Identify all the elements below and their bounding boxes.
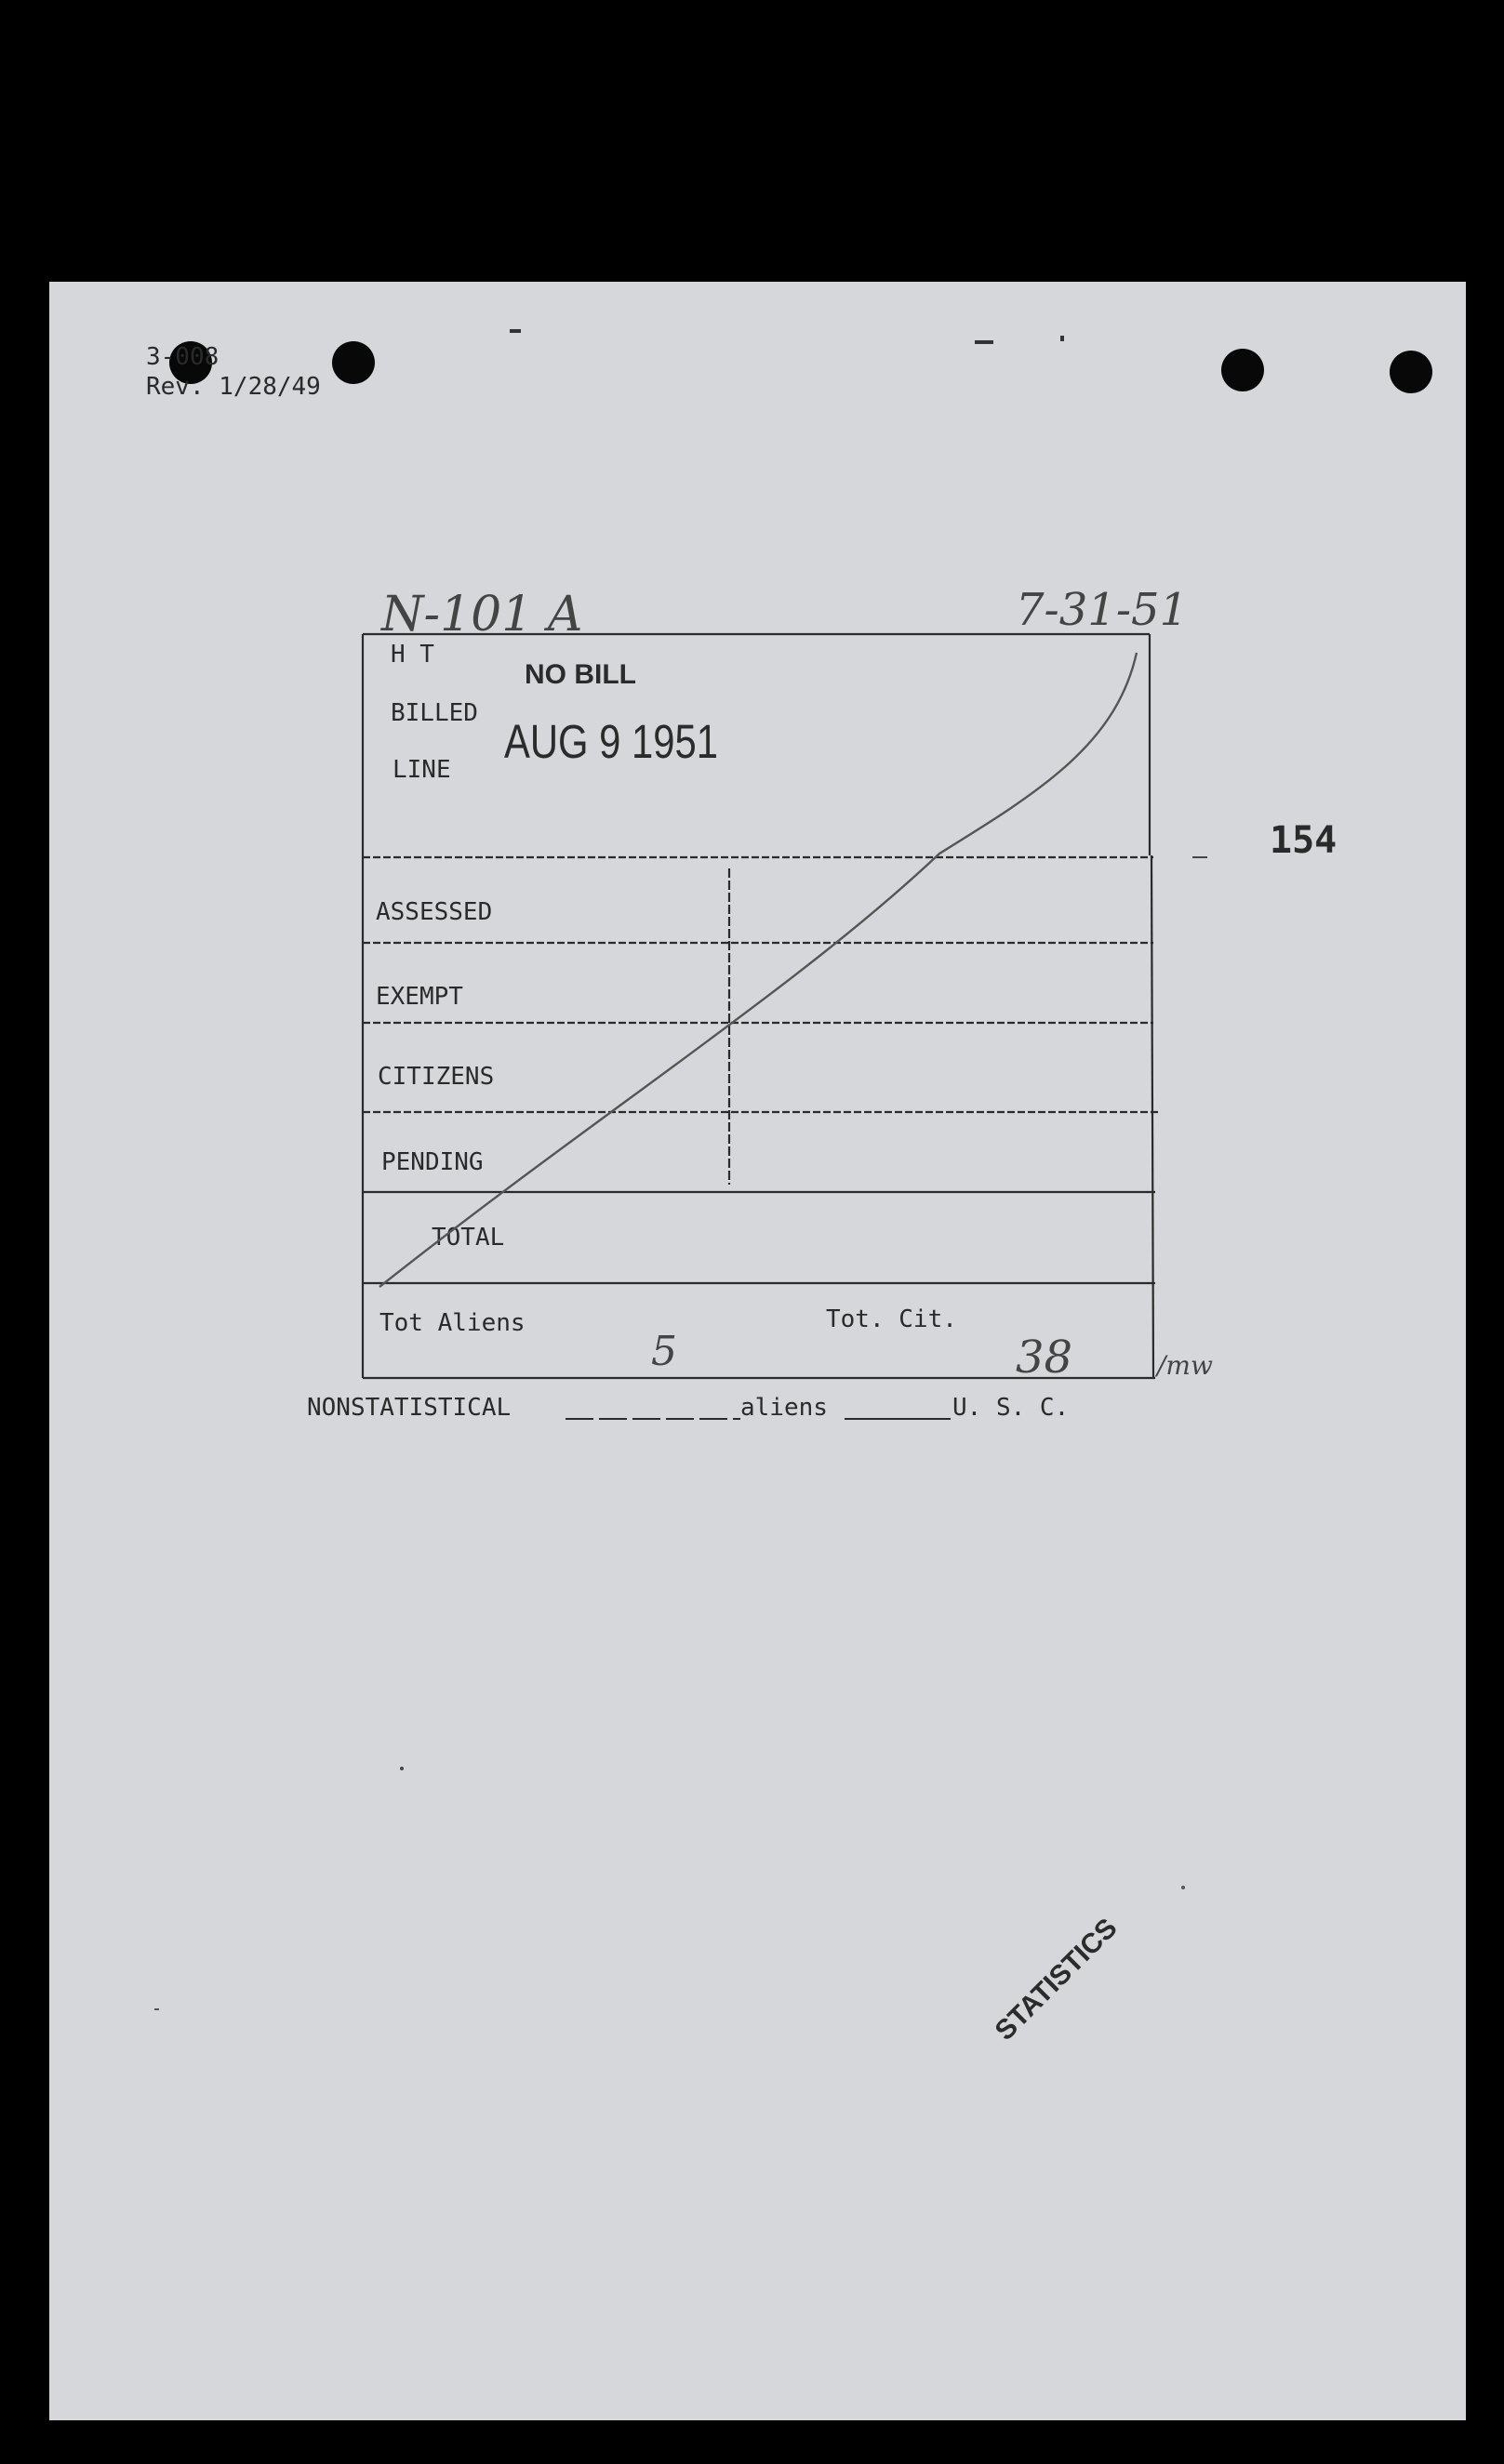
label-citizens: CITIZENS: [378, 1063, 495, 1091]
label-ht: H T: [391, 641, 434, 669]
label-pending: PENDING: [381, 1148, 484, 1176]
statistics-stamp: STATISTICS: [989, 1913, 1124, 2047]
label-aliens: aliens: [740, 1394, 828, 1422]
label-total: TOTAL: [432, 1224, 505, 1252]
label-exempt: EXEMPT: [376, 983, 463, 1011]
form-number: 3-008: [146, 343, 220, 371]
speck-mark: [400, 1767, 404, 1770]
speck-mark: [1181, 1886, 1185, 1889]
speck-mark: [154, 2008, 159, 2010]
punch-hole-4: [1390, 351, 1432, 393]
paper-sheet: [49, 282, 1466, 2420]
handwritten-initials: /mw: [1157, 1350, 1213, 1381]
date-stamp: AUG 9 1951: [504, 716, 718, 769]
no-bill-stamp: NO BILL: [525, 659, 636, 690]
handwritten-file-ref: N-101 A: [381, 587, 583, 642]
label-usc: U. S. C.: [952, 1394, 1070, 1422]
label-tot-cit: Tot. Cit.: [826, 1305, 957, 1333]
handwritten-tot-aliens: 5: [651, 1328, 677, 1375]
punch-hole-3: [1221, 349, 1264, 391]
label-line: LINE: [393, 756, 451, 784]
form-revision: Rev. 1/28/49: [146, 373, 321, 401]
speck-mark: [975, 340, 993, 344]
punch-hole-2: [332, 341, 375, 384]
handwritten-date: 7-31-51: [1016, 584, 1189, 636]
speck-mark: [1060, 336, 1064, 341]
label-tot-aliens: Tot Aliens: [379, 1309, 526, 1337]
label-nonstatistical: NONSTATISTICAL: [307, 1394, 512, 1422]
label-assessed: ASSESSED: [376, 898, 493, 926]
speck-mark: [510, 329, 521, 333]
label-billed: BILLED: [391, 699, 478, 727]
handwritten-tot-cit: 38: [1016, 1331, 1073, 1384]
page-number-stamp: 154: [1270, 819, 1338, 862]
